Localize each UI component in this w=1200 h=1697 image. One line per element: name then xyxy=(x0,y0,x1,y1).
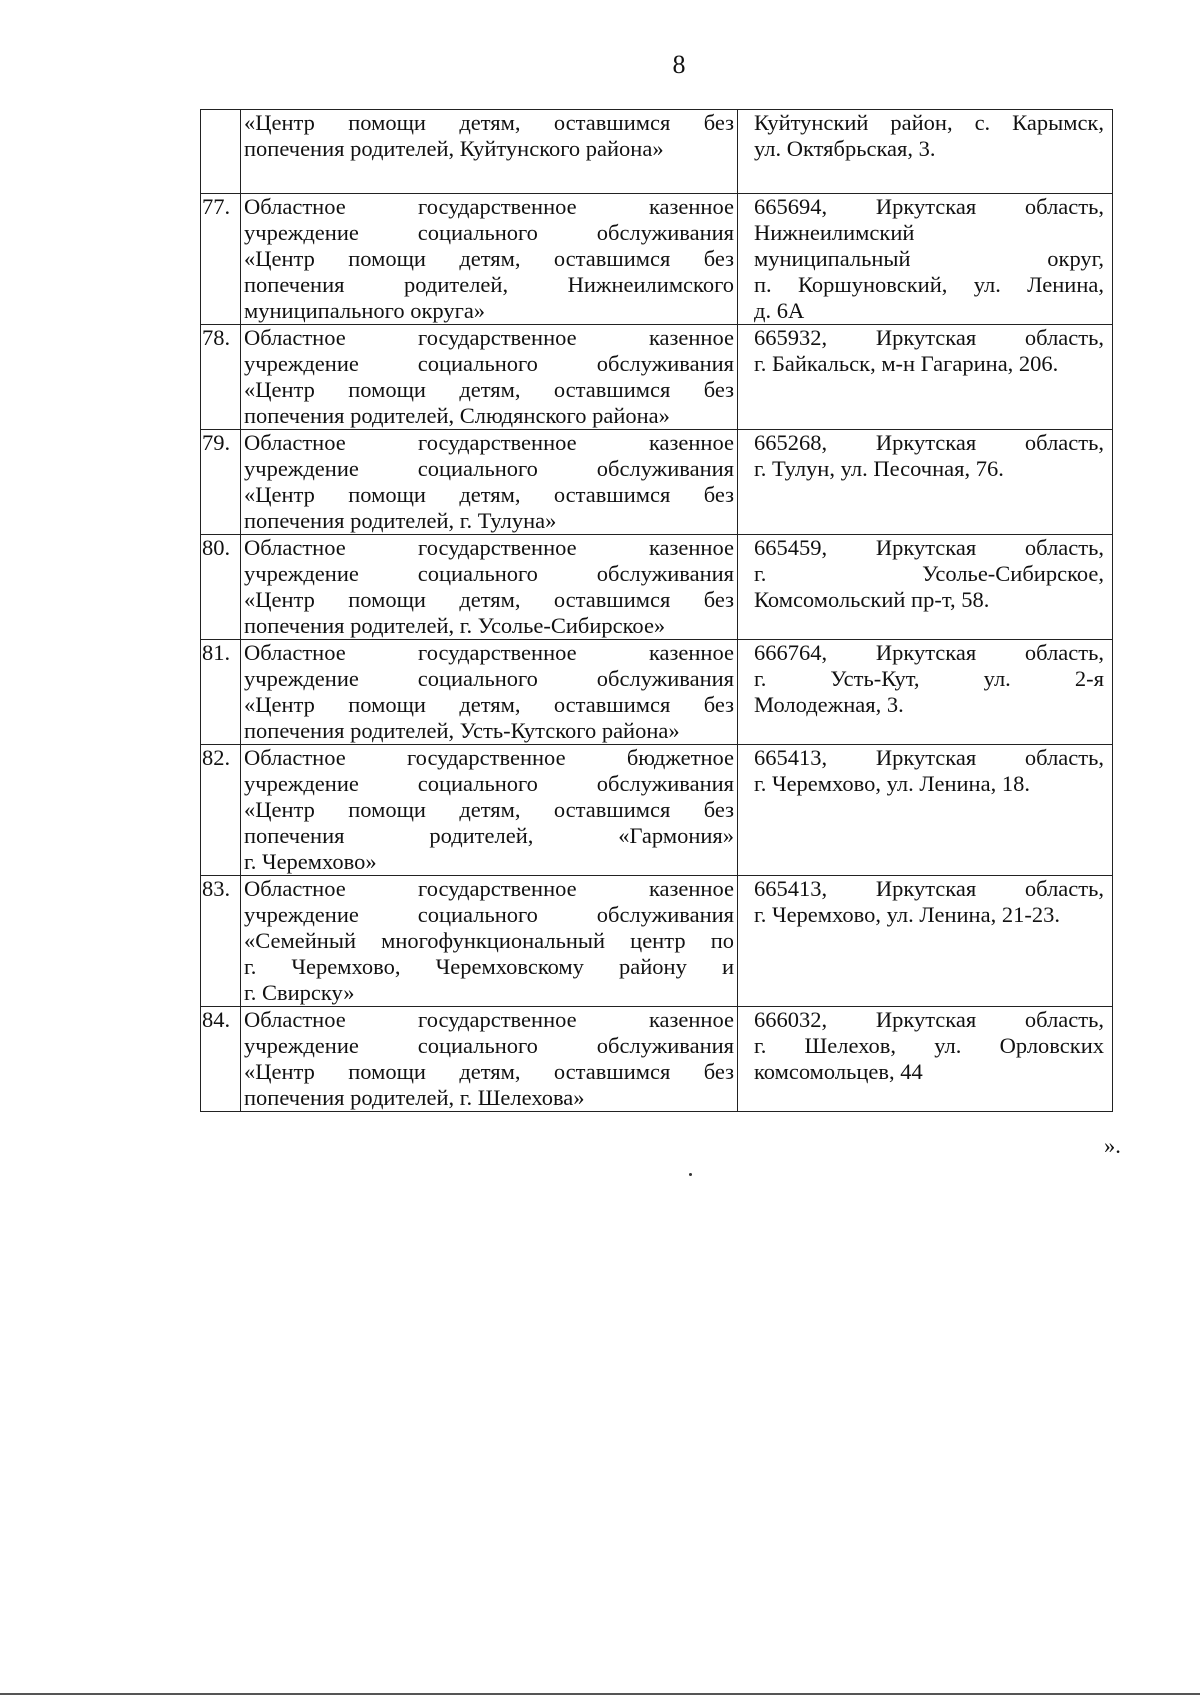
institution-address xyxy=(738,745,1113,876)
institutions-table-body xyxy=(201,110,1113,1112)
institution-address-line: д. 6А xyxy=(754,298,805,323)
institution-address-line: 665268, Иркутская область, xyxy=(754,430,1104,455)
institution-name xyxy=(241,745,738,876)
institution-address xyxy=(738,1007,1113,1112)
institution-address-line: 666032, Иркутская область, xyxy=(754,1007,1104,1032)
institution-address-line: г. Черемхово, ул. Ленина, 21-23. xyxy=(754,902,1060,927)
institution-name-line: попечения родителей, Нижнеилимского xyxy=(244,272,734,297)
table-row xyxy=(201,194,1113,325)
institution-name-line: «Центр помощи детям, оставшимся без xyxy=(244,482,734,507)
institution-address xyxy=(738,535,1113,640)
institution-address-line: ул. Октябрьская, 3. xyxy=(754,136,936,161)
row-number: 83. xyxy=(201,876,241,1007)
institution-name-line: Областное государственное бюджетное xyxy=(244,745,734,770)
table-row xyxy=(201,1007,1113,1112)
institution-name-line: Областное государственное казенное xyxy=(244,194,734,219)
institution-name-line: «Центр помощи детям, оставшимся без xyxy=(244,587,734,612)
institution-name-line: попечения родителей, Куйтунского района» xyxy=(244,136,664,161)
institution-name xyxy=(241,325,738,430)
institutions-table xyxy=(200,109,1113,1112)
institution-name xyxy=(241,430,738,535)
institution-name xyxy=(241,535,738,640)
institution-name-line: учреждение социального обслуживания xyxy=(244,220,734,245)
institution-address-line: п. Коршуновский, ул. Ленина, xyxy=(754,272,1104,297)
row-number: 78. xyxy=(201,325,241,430)
institution-address-line: Комсомольский пр-т, 58. xyxy=(754,587,990,612)
institution-address-line: 666764, Иркутская область, xyxy=(754,640,1104,665)
institution-name-line: попечения родителей, Усть-Кутского района» xyxy=(244,718,680,743)
table-row xyxy=(201,110,1113,194)
page-number: 8 xyxy=(672,50,686,79)
institution-address xyxy=(738,110,1113,194)
table-row xyxy=(201,535,1113,640)
table-row xyxy=(201,640,1113,745)
institution-address-line: муниципальный округ, xyxy=(754,246,1104,271)
institution-name-line: попечения родителей, г. Усолье-Сибирское» xyxy=(244,613,666,638)
institution-name-line: попечения родителей, г. Тулуна» xyxy=(244,508,557,533)
institution-name-line: «Центр помощи детям, оставшимся без xyxy=(244,692,734,717)
institution-name xyxy=(241,110,738,194)
institution-name-line: г. Черемхово, Черемховскому району и xyxy=(244,954,734,979)
institution-name-line: учреждение социального обслуживания xyxy=(244,1033,734,1058)
institution-name-line: Областное государственное казенное xyxy=(244,430,734,455)
institution-name-line: Областное государственное казенное xyxy=(244,876,734,901)
institution-address xyxy=(738,430,1113,535)
closing-quote-mark: ». xyxy=(1104,1133,1121,1158)
institution-name-line: Областное государственное казенное xyxy=(244,640,734,665)
institution-address xyxy=(738,325,1113,430)
row-number: 84. xyxy=(201,1007,241,1112)
institution-name-line: муниципального округа» xyxy=(244,298,486,323)
institution-name-line: «Центр помощи детям, оставшимся без xyxy=(244,1059,734,1084)
institution-address-line: г. Байкальск, м-н Гагарина, 206. xyxy=(754,351,1059,376)
institution-address-line: 665413, Иркутская область, xyxy=(754,876,1104,901)
institution-address-line: Нижнеилимский xyxy=(754,220,915,245)
row-number: 79. xyxy=(201,430,241,535)
institution-name-line: учреждение социального обслуживания xyxy=(244,771,734,796)
institution-name-line: учреждение социального обслуживания xyxy=(244,902,734,927)
institution-name-line: попечения родителей, Слюдянского района» xyxy=(244,403,670,428)
institution-name-line: «Центр помощи детям, оставшимся без xyxy=(244,246,734,271)
institution-name-line: «Центр помощи детям, оставшимся без xyxy=(244,377,734,402)
institution-address-line: Куйтунский район, с. Карымск, xyxy=(754,110,1104,135)
institution-address-line: 665932, Иркутская область, xyxy=(754,325,1104,350)
table-row xyxy=(201,876,1113,1007)
institution-name-line: г. Свирску» xyxy=(244,980,355,1005)
row-number: 82. xyxy=(201,745,241,876)
institution-address-line: г. Усолье-Сибирское, xyxy=(754,561,1104,586)
institution-name-line: «Центр помощи детям, оставшимся без xyxy=(244,797,734,822)
institution-address-line: 665459, Иркутская область, xyxy=(754,535,1104,560)
row-number: 80. xyxy=(201,535,241,640)
institution-name xyxy=(241,1007,738,1112)
table-row xyxy=(201,430,1113,535)
institution-address-line: г. Тулун, ул. Песочная, 76. xyxy=(754,456,1004,481)
institution-address-line: Молодежная, 3. xyxy=(754,692,904,717)
institution-address-line: г. Усть-Кут, ул. 2-я xyxy=(754,666,1104,691)
stray-dot xyxy=(689,1173,692,1176)
institution-name xyxy=(241,876,738,1007)
institution-name-line: учреждение социального обслуживания xyxy=(244,351,734,376)
institution-name-line: Областное государственное казенное xyxy=(244,1007,734,1032)
bottom-rule xyxy=(0,1693,1200,1695)
institution-name-line: учреждение социального обслуживания xyxy=(244,561,734,586)
institution-name-line: Областное государственное казенное xyxy=(244,325,734,350)
institution-address-line: г. Черемхово, ул. Ленина, 18. xyxy=(754,771,1030,796)
institution-name-line: попечения родителей, г. Шелехова» xyxy=(244,1085,585,1110)
institution-address-line: 665413, Иркутская область, xyxy=(754,745,1104,770)
institution-address-line: комсомольцев, 44 xyxy=(754,1059,923,1084)
table-row xyxy=(201,745,1113,876)
table-row xyxy=(201,325,1113,430)
institution-address xyxy=(738,194,1113,325)
row-number: 77. xyxy=(201,194,241,325)
institution-name-line: г. Черемхово» xyxy=(244,849,377,874)
institution-name-line: «Семейный многофункциональный центр по xyxy=(244,928,734,953)
row-number xyxy=(201,110,241,194)
institution-name xyxy=(241,194,738,325)
row-number: 81. xyxy=(201,640,241,745)
institution-address xyxy=(738,640,1113,745)
institution-address-line: 665694, Иркутская область, xyxy=(754,194,1104,219)
institution-name-line: Областное государственное казенное xyxy=(244,535,734,560)
institution-address-line: г. Шелехов, ул. Орловских xyxy=(754,1033,1104,1058)
institution-address xyxy=(738,876,1113,1007)
institution-name xyxy=(241,640,738,745)
institution-name-line: учреждение социального обслуживания xyxy=(244,666,734,691)
institution-name-line: попечения родителей, «Гармония» xyxy=(244,823,734,848)
institution-name-line: «Центр помощи детям, оставшимся без xyxy=(244,110,734,135)
institution-name-line: учреждение социального обслуживания xyxy=(244,456,734,481)
